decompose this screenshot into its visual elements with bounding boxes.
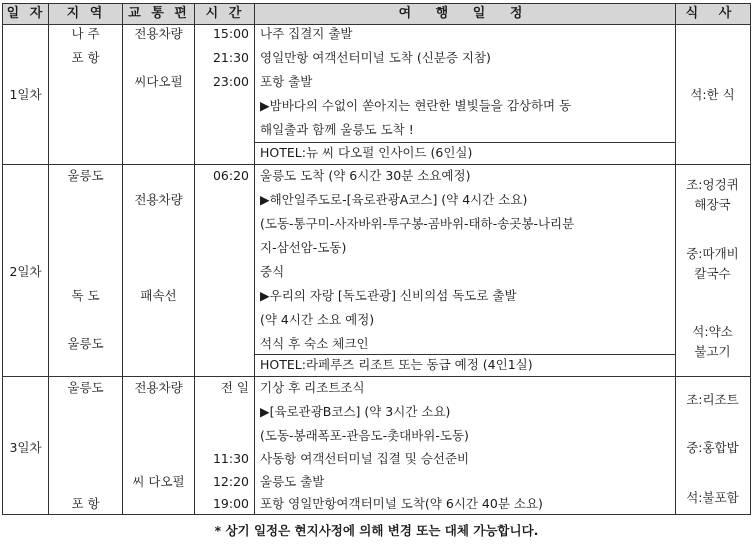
transport: 전용차량 <box>134 192 183 207</box>
transport: 씨 다오펄 <box>132 474 185 489</box>
meal: 석:약소 <box>692 324 733 339</box>
plan-line: (도동-봉래폭포-관음도-촛대바위-도동) <box>260 428 469 443</box>
header-transport: 교 통 편 <box>128 6 190 21</box>
transport: 패속선 <box>140 288 177 303</box>
plan-line: ▶밤바다의 수없이 쏟아지는 현란한 별빛들을 감상하며 동 <box>260 98 572 113</box>
col-divider <box>254 4 255 514</box>
plan-line: 나주 집결지 출발 <box>260 26 353 41</box>
time: 06:20 <box>212 168 249 183</box>
footnote: * 상기 일정은 현지사정에 의해 변경 또는 대체 가능합니다. <box>214 523 539 538</box>
meal: 중:홍합밥 <box>686 440 739 455</box>
region: 나 주 <box>71 26 100 41</box>
plan-line: 지-삼선암-도동) <box>260 240 347 255</box>
header-meal: 식 사 <box>685 6 740 21</box>
plan-line: (약 4시간 소요 예정) <box>260 312 375 327</box>
header-plan: 여 행 일 정 <box>398 6 533 21</box>
meal: 해장국 <box>694 197 731 212</box>
plan-line: ▶[육로관광B코스] (약 3시간 소요) <box>260 404 451 419</box>
meal: 칼국수 <box>694 266 731 281</box>
meal: 불고기 <box>694 344 731 359</box>
plan-line: 포항 영일만항여객터미널 도착(약 6시간 40분 소요) <box>260 496 543 511</box>
time: 11:30 <box>212 451 249 466</box>
day-label: 1일차 <box>9 87 42 102</box>
plan-line: 중식 <box>260 264 285 279</box>
day-label: 3일차 <box>9 440 42 455</box>
region: 포 항 <box>71 50 100 65</box>
plan-line: 사동항 여객선터미널 집결 및 승선준비 <box>260 451 470 466</box>
plan-line: (도동-통구미-사자바위-투구봉-곰바위-태하-송곳봉-나리분 <box>260 216 575 231</box>
region: 울릉도 <box>67 336 104 351</box>
row-divider <box>3 164 750 165</box>
meal: 석:불포함 <box>686 490 739 505</box>
region: 독 도 <box>71 288 100 303</box>
hotel-line: HOTEL:라페루즈 리조트 또는 동급 예정 (4인1실) <box>260 357 533 372</box>
hotel-line: HOTEL:뉴 씨 다오펄 인사이드 (6인실) <box>260 145 473 160</box>
plan-line: 해일출과 함께 울릉도 도착 ! <box>260 122 414 137</box>
itinerary-table <box>2 3 751 515</box>
plan-line: 석식 후 숙소 체크인 <box>260 336 369 351</box>
meal: 중:따개비 <box>686 246 739 261</box>
plan-line: 기상 후 리조트조식 <box>260 380 365 395</box>
plan-line: 울릉도 도착 (약 6시간 30분 소요예정) <box>260 168 471 183</box>
header-date: 일 자 <box>6 6 46 21</box>
plan-line: ▶우리의 자랑 [독도관광] 신비의섬 독도로 출발 <box>260 288 517 303</box>
time: 19:00 <box>212 496 249 511</box>
plan-line: ▶해안일주도로-[육로관광A코스] (약 4시간 소요) <box>260 192 528 207</box>
transport: 전용차량 <box>134 26 183 41</box>
meal: 석:한 식 <box>690 87 735 102</box>
day-label: 2일차 <box>9 264 42 279</box>
header-region: 지 역 <box>66 6 106 21</box>
row-divider <box>3 376 750 377</box>
region: 포 항 <box>71 496 100 511</box>
plan-line: 포항 출발 <box>260 74 313 89</box>
transport: 전용차량 <box>134 380 183 395</box>
region: 울릉도 <box>67 380 104 395</box>
meal: 조:리조트 <box>686 392 739 407</box>
transport: 씨다오펄 <box>134 74 183 89</box>
region: 울릉도 <box>67 168 104 183</box>
col-divider <box>48 4 49 514</box>
hotel-divider <box>254 142 675 143</box>
time: 21:30 <box>212 50 249 65</box>
hotel-divider <box>254 354 675 355</box>
time: 23:00 <box>212 74 249 89</box>
time: 15:00 <box>212 26 249 41</box>
meal: 조:엉겅퀴 <box>686 177 739 192</box>
time: 전 일 <box>220 380 249 395</box>
time: 12:20 <box>212 474 249 489</box>
header-time: 시 간 <box>205 6 245 21</box>
plan-line: 울릉도 출발 <box>260 474 325 489</box>
plan-line: 영일만항 여객선터미널 도착 (신분증 지참) <box>260 50 491 65</box>
